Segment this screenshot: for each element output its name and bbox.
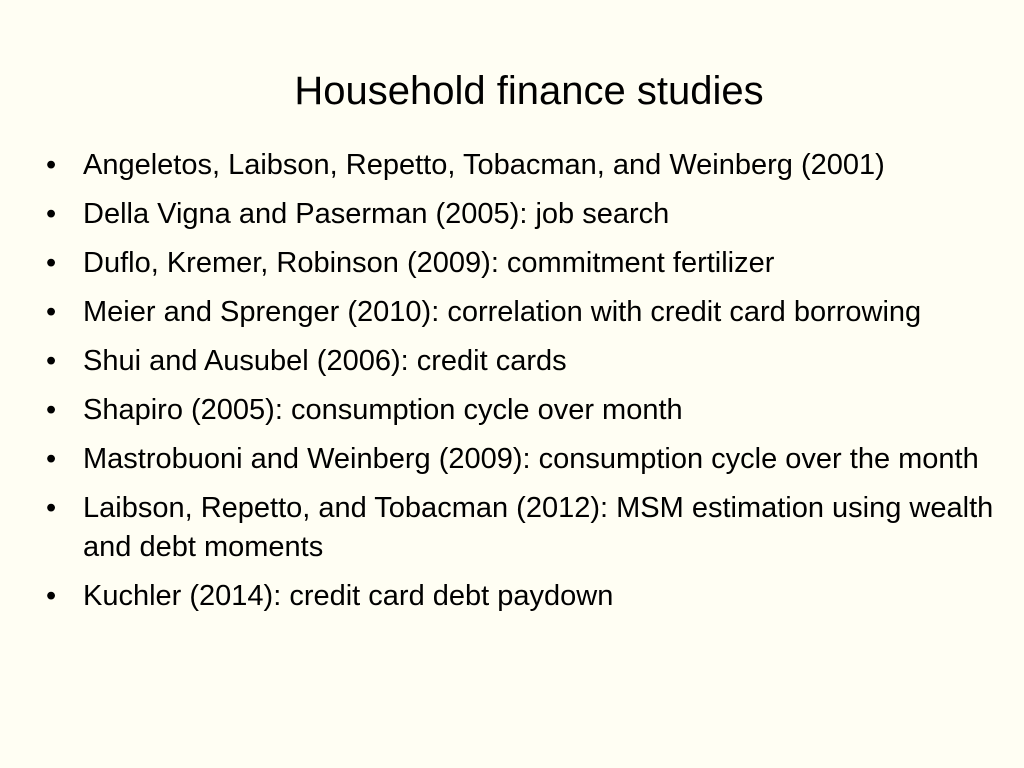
bullet-icon: • [46, 443, 57, 475]
bullet-icon: • [46, 345, 57, 377]
slide-title: Household finance studies [294, 69, 764, 113]
list-item-text: Meier and Sprenger (2010): correlation with credit card borrowing [83, 296, 922, 328]
list-item [46, 391, 996, 430]
list-item [46, 195, 996, 234]
bullet-icon: • [46, 247, 57, 279]
bullet-icon: • [46, 149, 57, 181]
bullet-icon: • [46, 492, 57, 524]
list-item [46, 440, 996, 479]
list-item-text: Kuchler (2014): credit card debt paydown [83, 580, 614, 612]
bullet-list [46, 146, 996, 626]
list-item-text: Laibson, Repetto, and Tobacman (2012): MSM estimation using wealth and debt moments [83, 492, 994, 563]
list-item [46, 489, 996, 567]
list-item-text: Duflo, Kremer, Robinson (2009): commitment fertilizer [83, 247, 775, 279]
list-item [46, 244, 996, 283]
list-item [46, 293, 996, 332]
list-item-text: Shapiro (2005): consumption cycle over month [83, 394, 683, 426]
bullet-icon: • [46, 394, 57, 426]
list-item-text: Shui and Ausubel (2006): credit cards [83, 345, 567, 377]
list-item [46, 342, 996, 381]
bullet-icon: • [46, 296, 57, 328]
list-item [46, 577, 996, 616]
list-item-text: Mastrobuoni and Weinberg (2009): consumption cycle over the month [83, 443, 979, 475]
bullet-icon: • [46, 198, 57, 230]
list-item [46, 146, 996, 185]
list-item-text: Della Vigna and Paserman (2005): job search [83, 198, 670, 230]
list-item-text: Angeletos, Laibson, Repetto, Tobacman, and Weinberg (2001) [83, 149, 885, 181]
bullet-icon: • [46, 580, 57, 612]
